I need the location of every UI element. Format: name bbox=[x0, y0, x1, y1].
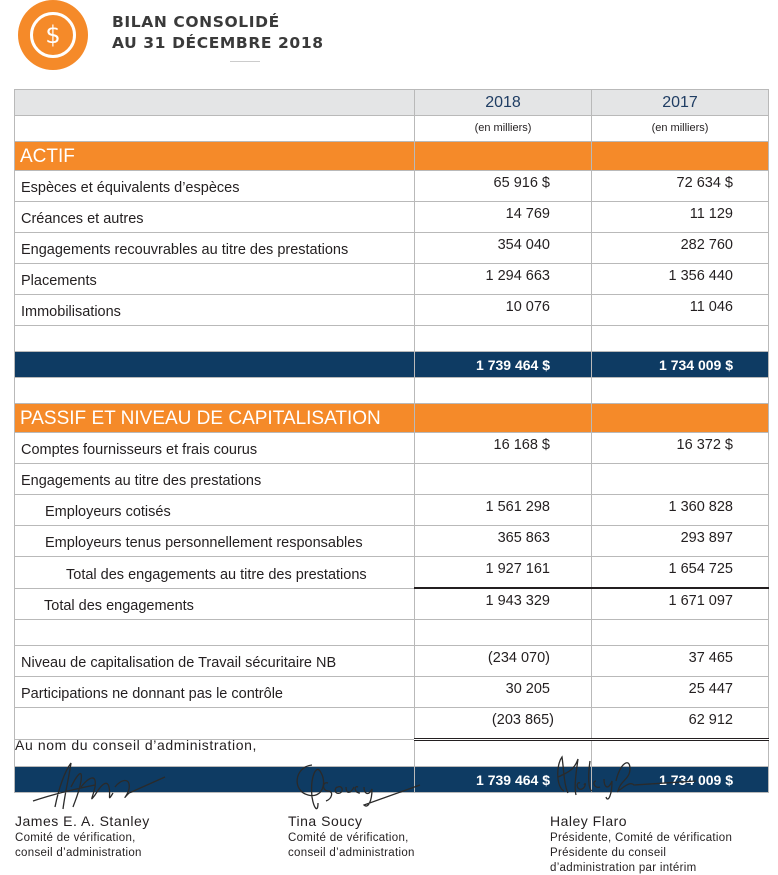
value-2018: 1 561 298 bbox=[415, 495, 592, 526]
row-label: Placements bbox=[15, 264, 415, 295]
handwritten-signature-soucy bbox=[288, 757, 428, 817]
signer-role: Comité de vérification, bbox=[288, 832, 409, 844]
row-label: Niveau de capitalisation de Travail sécuritaire NB bbox=[15, 646, 415, 677]
total-blank-cell bbox=[15, 352, 415, 378]
table-row bbox=[15, 557, 769, 589]
row-label: Engagements au titre des prestations bbox=[15, 464, 415, 495]
table-row bbox=[15, 295, 769, 326]
table-row bbox=[15, 464, 769, 495]
value-2018: 1 294 663 bbox=[415, 264, 592, 295]
total-actif-2017: 1 734 009 $ bbox=[592, 352, 769, 378]
header-blank-cell bbox=[15, 90, 415, 116]
section-cell bbox=[415, 142, 592, 171]
value-2017: 282 760 bbox=[592, 233, 769, 264]
row-label: Engagements recouvrables au titre des prestations bbox=[15, 233, 415, 264]
blank-cell bbox=[592, 464, 769, 495]
year-2017: 2017 bbox=[592, 90, 769, 116]
signer-role: conseil d’administration bbox=[288, 847, 415, 859]
table-row bbox=[15, 233, 769, 264]
table-row bbox=[15, 526, 769, 557]
value-2017: 72 634 $ bbox=[592, 171, 769, 202]
value-2017: 11 129 bbox=[592, 202, 769, 233]
table-row bbox=[15, 202, 769, 233]
blank-row bbox=[15, 620, 769, 646]
document-header bbox=[0, 0, 778, 70]
signer-role: Comité de vérification, bbox=[15, 832, 136, 844]
handwritten-signature-stanley bbox=[25, 757, 185, 817]
value-2018: 354 040 bbox=[415, 233, 592, 264]
table-row bbox=[15, 677, 769, 708]
blank-cell bbox=[415, 378, 592, 404]
unit-blank-cell bbox=[15, 116, 415, 142]
title-line-1: BILAN CONSOLIDÉ bbox=[112, 13, 280, 31]
subtotal-2018: (203 865) bbox=[415, 708, 592, 740]
blank-cell bbox=[592, 378, 769, 404]
blank-row bbox=[15, 378, 769, 404]
row-label: Employeurs cotisés bbox=[15, 495, 415, 526]
total-passif-2017: 1 734 009 $ bbox=[592, 767, 769, 793]
value-2018: 30 205 bbox=[415, 677, 592, 708]
value-2017: 1 360 828 bbox=[592, 495, 769, 526]
title-divider bbox=[230, 61, 260, 62]
blank-cell bbox=[592, 620, 769, 646]
value-2017: 37 465 bbox=[592, 646, 769, 677]
value-2018: 1 943 329 bbox=[415, 588, 592, 620]
signer-role: Présidente du conseil bbox=[550, 847, 667, 859]
unit-row bbox=[15, 116, 769, 142]
title-line-2: AU 31 DÉCEMBRE 2018 bbox=[112, 34, 324, 52]
signer-name: Tina Soucy bbox=[288, 813, 363, 829]
signer-role: Présidente, Comité de vérification bbox=[550, 832, 733, 844]
value-2018: (234 070) bbox=[415, 646, 592, 677]
subtotal-2017: 62 912 bbox=[592, 708, 769, 740]
signer-role: conseil d’administration bbox=[15, 847, 142, 859]
blank-cell bbox=[415, 464, 592, 495]
row-label: Employeurs tenus personnellement responsables bbox=[15, 526, 415, 557]
value-2017: 293 897 bbox=[592, 526, 769, 557]
row-label: Espèces et équivalents d’espèces bbox=[15, 171, 415, 202]
table-row bbox=[15, 171, 769, 202]
value-2018: 1 927 161 bbox=[415, 557, 592, 589]
value-2018: 10 076 bbox=[415, 295, 592, 326]
blank-cell bbox=[15, 378, 415, 404]
signature-block bbox=[0, 725, 778, 873]
section-actif bbox=[15, 142, 769, 171]
blank-cell bbox=[592, 326, 769, 352]
unit-2018: (en milliers) bbox=[415, 116, 592, 142]
unit-2017: (en milliers) bbox=[592, 116, 769, 142]
section-cell bbox=[415, 404, 592, 433]
row-label: Comptes fournisseurs et frais courus bbox=[15, 433, 415, 464]
signature-stanley bbox=[15, 757, 245, 867]
table-row bbox=[15, 433, 769, 464]
table-row bbox=[15, 588, 769, 620]
on-behalf-text: Au nom du conseil d’administration, bbox=[15, 737, 258, 753]
total-actif-row bbox=[15, 352, 769, 378]
blank-cell bbox=[15, 620, 415, 646]
value-2018: 14 769 bbox=[415, 202, 592, 233]
signer-role: d’administration par intérim bbox=[550, 862, 697, 874]
value-2018: 65 916 $ bbox=[415, 171, 592, 202]
year-header-row bbox=[15, 90, 769, 116]
value-2017: 16 372 $ bbox=[592, 433, 769, 464]
value-2017: 25 447 bbox=[592, 677, 769, 708]
blank-cell bbox=[415, 326, 592, 352]
row-label: Participations ne donnant pas le contrôle bbox=[15, 677, 415, 708]
balance-sheet-table bbox=[14, 89, 769, 793]
value-2017: 1 356 440 bbox=[592, 264, 769, 295]
blank-cell bbox=[415, 620, 592, 646]
total-actif-2018: 1 739 464 $ bbox=[415, 352, 592, 378]
value-2017: 11 046 bbox=[592, 295, 769, 326]
year-2018: 2018 bbox=[415, 90, 592, 116]
row-label: Total des engagements au titre des prestations bbox=[15, 557, 415, 589]
section-cell bbox=[592, 404, 769, 433]
blank-row bbox=[15, 326, 769, 352]
value-2017: 1 671 097 bbox=[592, 588, 769, 620]
value-2018: 365 863 bbox=[415, 526, 592, 557]
handwritten-signature-flaro bbox=[550, 751, 700, 811]
signer-name: James E. A. Stanley bbox=[15, 813, 150, 829]
row-label: Total des engagements bbox=[15, 588, 415, 620]
dollar-icon: $ bbox=[30, 12, 76, 58]
row-label: Créances et autres bbox=[15, 202, 415, 233]
signature-soucy bbox=[288, 757, 518, 867]
value-2017: 1 654 725 bbox=[592, 557, 769, 589]
section-passif-label: PASSIF ET NIVEAU DE CAPITALISATION bbox=[15, 404, 415, 433]
value-2018: 16 168 $ bbox=[415, 433, 592, 464]
blank-cell bbox=[15, 326, 415, 352]
signer-name: Haley Flaro bbox=[550, 813, 628, 829]
table-row bbox=[15, 646, 769, 677]
row-label: Immobilisations bbox=[15, 295, 415, 326]
total-passif-2018: 1 739 464 $ bbox=[415, 767, 592, 793]
section-cell bbox=[592, 142, 769, 171]
section-passif bbox=[15, 404, 769, 433]
table-row bbox=[15, 264, 769, 295]
signature-flaro bbox=[550, 751, 775, 874]
section-actif-label: ACTIF bbox=[15, 142, 415, 171]
table-row bbox=[15, 495, 769, 526]
page-title bbox=[112, 12, 324, 54]
dollar-badge bbox=[18, 0, 88, 70]
